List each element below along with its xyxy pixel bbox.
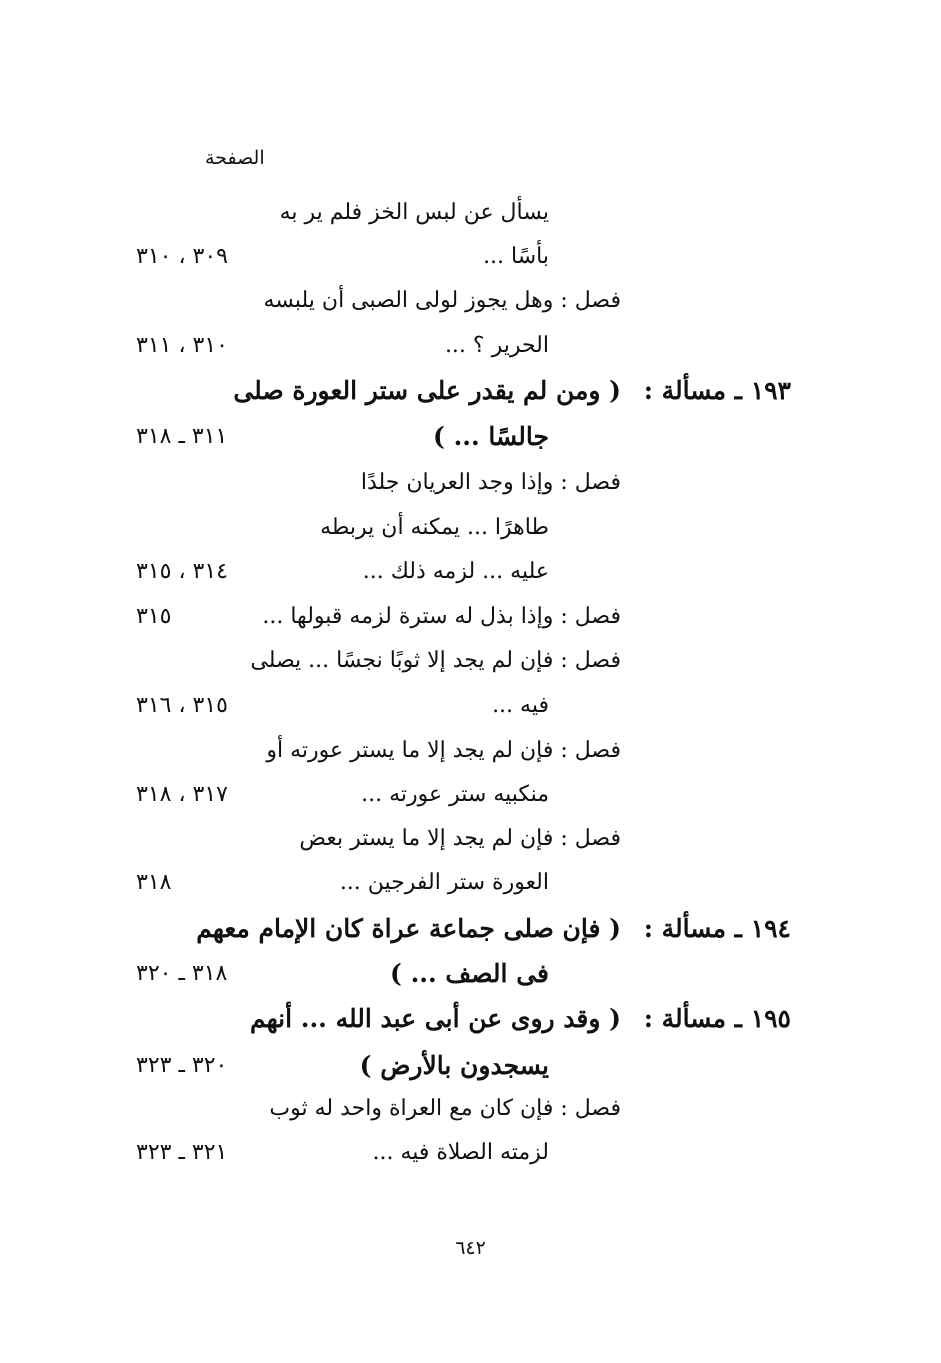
- page-reference: ٣٠٩ ، ٣١٠: [136, 244, 228, 269]
- masala-label: ١٩٣ ـ مسألة :: [643, 376, 791, 405]
- page-reference: ٣١٧ ، ٣١٨: [136, 782, 228, 807]
- entry-line: الحرير ؟ ...: [444, 333, 549, 358]
- entry-line: فصل : فإن لم يجد إلا ما يستر عورته أو: [266, 738, 621, 763]
- masala-title-line: جالسًا ... ): [433, 422, 549, 451]
- page-reference: ٣٢٠ ـ ٣٢٣: [136, 1053, 228, 1078]
- masala-title-line: فى الصف ... ): [390, 959, 549, 988]
- entry-line: فصل : فإن كان مع العراة واحد له ثوب: [269, 1096, 621, 1121]
- entry-line: فصل : فإن لم يجد إلا ثوبًا نجسًا ... يصلى: [250, 648, 621, 673]
- page-reference: ٣١٥ ، ٣١٦: [136, 693, 228, 718]
- masala-label: ١٩٤ ـ مسألة :: [643, 914, 791, 943]
- entry-line: بأسًا ...: [483, 244, 549, 269]
- entry-line: طاهرًا ... يمكنه أن يربطه: [320, 515, 549, 540]
- entry-line: فيه ...: [492, 693, 549, 718]
- page-reference: ٣١٠ ، ٣١١: [136, 333, 228, 358]
- entry-line: فصل : وإذا بذل له سترة لزمه قبولها ...: [262, 604, 621, 629]
- page-column-header: الصفحة: [205, 147, 265, 169]
- masala-title-line: يسجدون بالأرض ): [359, 1051, 549, 1080]
- masala-title-line: ( فإن صلى جماعة عراة كان الإمام معهم: [196, 914, 621, 943]
- page-number: ٦٤٢: [455, 1237, 486, 1259]
- page-reference: ٣١١ ـ ٣١٨: [136, 424, 228, 449]
- masala-label: ١٩٥ ـ مسألة :: [643, 1004, 791, 1033]
- page-reference: ٣٢١ ـ ٣٢٣: [136, 1140, 228, 1165]
- page-reference: ٣١٤ ، ٣١٥: [136, 559, 228, 584]
- entry-line: العورة ستر الفرجين ...: [339, 870, 549, 895]
- page-reference: ٣١٨: [136, 870, 172, 895]
- entry-line: فصل : وهل يجوز لولى الصبى أن يلبسه: [263, 288, 621, 313]
- masala-title-line: ( ومن لم يقدر على ستر العورة صلى: [233, 376, 621, 405]
- entry-line: عليه ... لزمه ذلك ...: [362, 559, 549, 584]
- entry-line: منكبيه ستر عورته ...: [361, 782, 549, 807]
- entry-line: فصل : وإذا وجد العريان جلدًا: [360, 470, 621, 495]
- page-reference: ٣١٨ ـ ٣٢٠: [136, 961, 228, 986]
- entry-line: لزمته الصلاة فيه ...: [372, 1140, 549, 1165]
- entry-line: يسأل عن لبس الخز فلم ير به: [279, 200, 549, 225]
- page-reference: ٣١٥: [136, 604, 172, 629]
- entry-line: فصل : فإن لم يجد إلا ما يستر بعض: [299, 826, 621, 851]
- masala-title-line: ( وقد روى عن أبى عبد الله ... أنهم: [249, 1004, 621, 1033]
